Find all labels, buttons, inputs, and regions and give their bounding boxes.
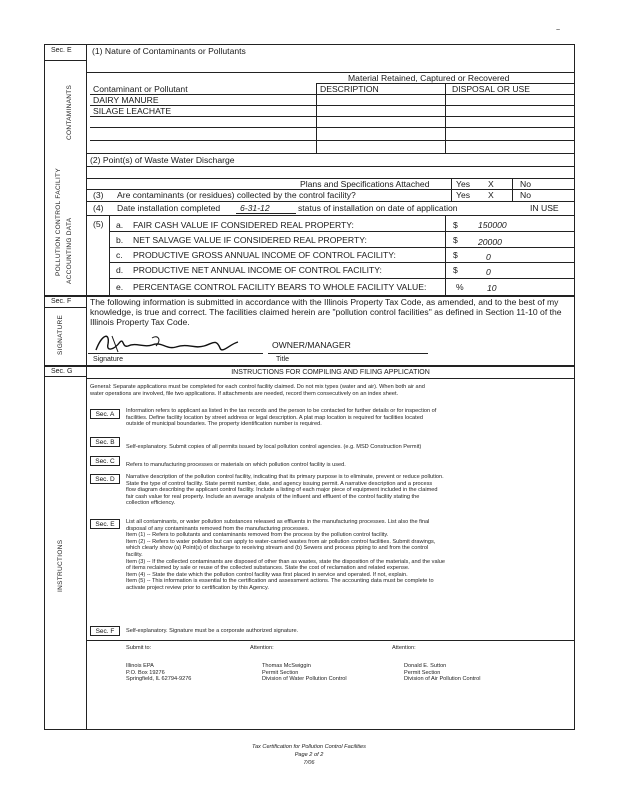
instr-sec-b-text: Self-explanatory. Submit copies of all permits issued by local pollution control agencies. (e.g. MSD Construction Permit) [126,444,422,450]
certification-line: Illinois Property Tax Code. [90,317,190,327]
section-g-label: Sec. G [51,368,73,375]
accounting-label: PERCENTAGE CONTROL FACILITY BEARS TO WHOLE FACILITY VALUE: [133,282,427,292]
footer-code: 7/06 [303,760,315,766]
accounting-unit: $ [453,250,458,260]
agency-address: Illinois EPA P.O. Box 19276 Springfield, IL 62794-9276 [126,663,192,683]
col-description-header: DESCRIPTION [320,84,379,94]
fair-cash-value: 150000 [478,220,507,230]
accounting-side-label: ACCOUNTING DATA [66,217,73,284]
contaminants-side-label: CONTAMINANTS [66,84,73,140]
accounting-label: PRODUCTIVE NET ANNUAL INCOME OF CONTROL FACILITY: [133,265,382,275]
item4-text: Date installation completed [117,203,221,213]
attention-water-contact: Thomas McSwiggin Permit Section Division of Water Pollution Control [262,663,347,683]
signature-side-label: SIGNATURE [57,314,64,355]
attention-water-label: Attention: [250,645,274,651]
accounting-label: PRODUCTIVE GROSS ANNUAL INCOME OF CONTROL FACILITY: [133,250,396,260]
instr-sec-a-label: Sec. A [90,409,120,419]
instr-sec-d-text: Narrative description of the pollution control facility, indicating that its primary purpose is to eliminate, prevent or reduce pollution. State the type of control facility. State permit number, date, and agency issuing permit. A narrative description and a process flow diagram describing the applicant control facility. Include a listing of each major piece of equipment included in the claimed fair cash value for real property. Include an average analysis of the influent and effluent of the control facility stating the collection efficiency. [126,474,444,507]
accounting-unit: $ [453,265,458,275]
submit-to-label: Submit to: [126,645,152,651]
section-f-label: Sec. F [51,298,72,305]
item3-yes-mark: X [488,190,494,200]
col-disposal-header: DISPOSAL OR USE [452,84,531,94]
plans-label: Plans and Specifications Attached [300,179,430,189]
item3-number: (3) [93,190,104,200]
install-status: IN USE [530,203,559,213]
signer-title: OWNER/MANAGER [272,340,351,350]
accounting-letter: e. [116,282,124,292]
section-e-label: Sec. E [51,47,72,54]
item5-number: (5) [93,219,104,229]
install-date: 6-31-12 [240,203,270,213]
title-label: Title [276,356,289,363]
accounting-letter: c. [116,250,123,260]
attention-air-contact: Donald E. Sutton Permit Section Division of Air Pollution Control [404,663,481,683]
plans-no-label: No [520,179,531,189]
contaminant-row: SILAGE LEACHATE [93,106,172,116]
item3-yes-label: Yes [456,190,471,200]
contaminant-row: DAIRY MANURE [93,95,159,105]
item3-text: Are contaminants (or residues) collected by the control facility? [117,190,356,200]
instr-sec-c-label: Sec. C [90,456,120,466]
material-header: Material Retained, Captured or Recovered [348,73,510,83]
instr-sec-e-label: Sec. E [90,519,120,529]
instr-sec-c-text: Refers to manufacturing processes or materials on which pollution control facility is used. [126,462,346,468]
footer-page: Page 2 of 2 [294,752,324,758]
accounting-unit: % [456,282,464,292]
plans-yes-mark: X [488,179,494,189]
section-e-side-label: POLLUTION CONTROL FACILITY [55,168,62,276]
footer-title: Tax Certification for Pollution Control Facilities [252,744,366,750]
item1-title: (1) Nature of Contaminants or Pollutants [92,46,246,56]
plans-yes-label: Yes [456,179,471,189]
certification-line: knowledge, is true and correct. The facilities claimed herein are "pollution control facilities" as defined in Section 11-10 of the [90,307,562,317]
instr-sec-f-text: Self-explanatory. Signature must be a corporate authorized signature. [126,628,299,634]
instr-sec-f-label: Sec. F [90,626,120,636]
accounting-letter: d. [116,265,124,275]
certification-line: The following information is submitted in accordance with the Illinois Property Tax Code, as amended, and to the best of my [90,297,559,307]
item4-status-text: status of installation on date of application [298,203,458,213]
instr-sec-a-text: Information refers to applicant as listed in the tax records and the person to be contacted for further details or for inspection of facilities. Define facility location by street address or legal description. A plat map location is required for facilities located outside of municipal boundaries. The property identification number is required. [126,408,437,428]
page-corner-mark: ~ [556,27,561,34]
item3-no-label: No [520,190,531,200]
instr-sec-d-label: Sec. D [90,474,120,484]
accounting-label: FAIR CASH VALUE IF CONSIDERED REAL PROPERTY: [133,220,354,230]
percentage-value: 10 [487,283,497,293]
item2-title: (2) Point(s) of Waste Water Discharge [90,155,235,165]
net-salvage-value: 20000 [478,237,502,247]
attention-air-label: Attention: [392,645,416,651]
instructions-heading: INSTRUCTIONS FOR COMPILING AND FILING APPLICATION [231,369,430,376]
accounting-label: NET SALVAGE VALUE IF CONSIDERED REAL PROPERTY: [133,235,367,245]
accounting-unit: $ [453,235,458,245]
col-contaminant-header: Contaminant or Pollutant [93,84,188,94]
accounting-letter: a. [116,220,124,230]
net-income-value: 0 [486,267,491,277]
instr-sec-e-text: List all contaminants, or water pollution substances released as effluents in the manufacturing processes. List also the final disposal of any contaminants removed from the manufacturing processes. Item (1) -- Refers to pollutants and contaminants removed from the process by the pollution control facility. Item (2) -- Refers to water pollution but can apply to water-carried wastes from air pollution control facilities. Submit drawings, which clearly show (a) Point(s) of discharge to receiving stream and (b) Sewers and process piping to and from the control facility. Item (3) -- If the collected contaminants are disposed of other than as wastes, state the disposition of the materials, and the value of items reclaimed by sale or reuse of the collected substances. State the cost of reclamation and related expense. Item (4) -- State the date which the pollution control facility was first placed in service and operated. If not, explain. Item (5) -- This information is essential to the certification and assessment actions. The accounting data must be complete to activate project review prior to certification by this Agency. [126,519,446,591]
item4-number: (4) [93,203,104,213]
instructions-side-label: INSTRUCTIONS [57,539,64,592]
general-instructions: General: Separate applications must be completed for each control facility claimed. Do not mix types (water and air). When both air and water operations are involved, file two applications. If attachments are needed, record them consecutively on an index sheet. [90,384,425,397]
gross-income-value: 0 [486,252,491,262]
accounting-letter: b. [116,235,124,245]
accounting-unit: $ [453,220,458,230]
signature-label: Signature [93,356,123,363]
instr-sec-b-label: Sec. B [90,437,120,447]
